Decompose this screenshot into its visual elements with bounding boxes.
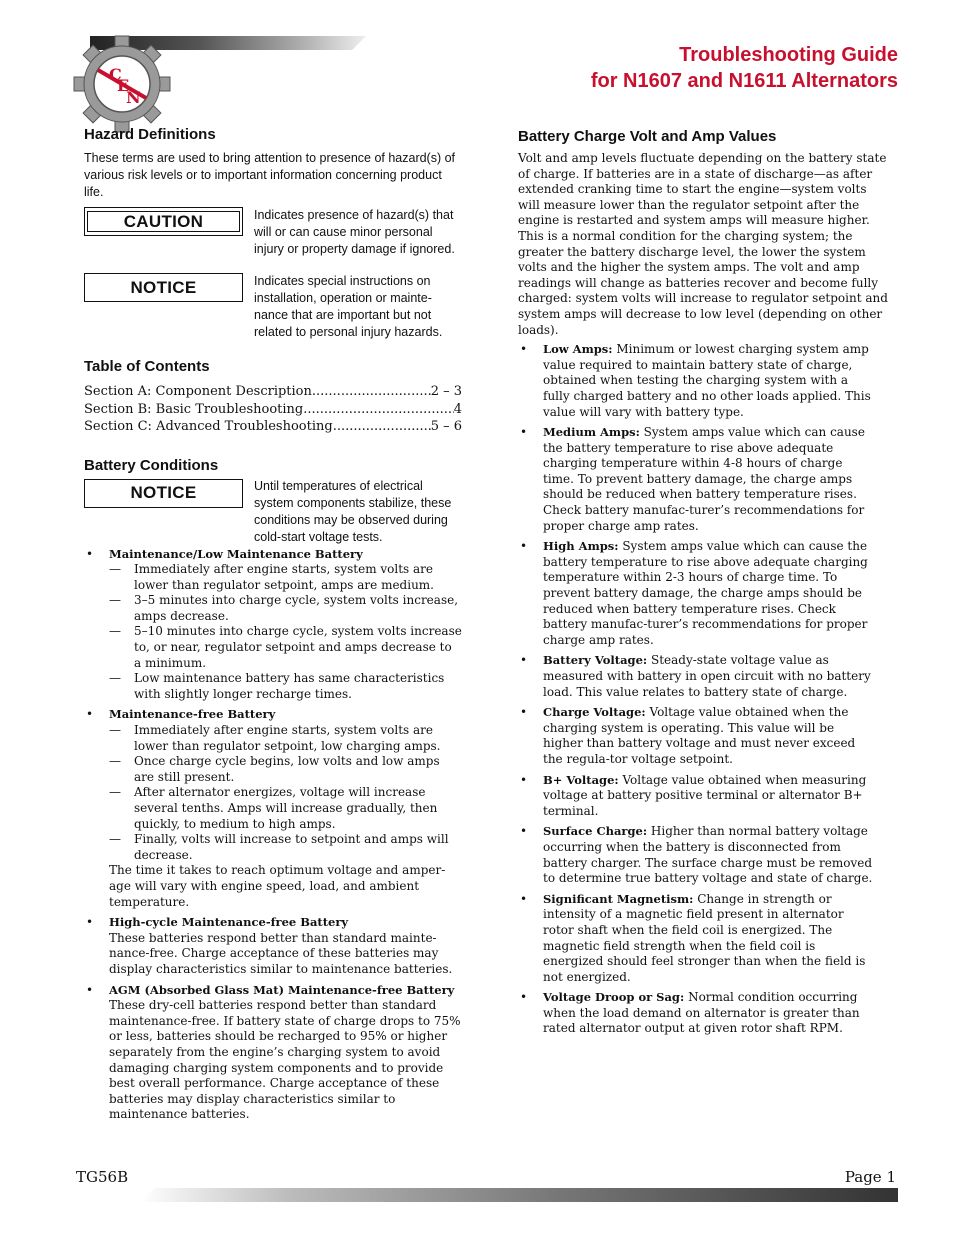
notice-label: NOTICE [130, 277, 197, 297]
battery-type-description: These batteries respond better than standard mainte-nance-free. Charge acceptance of these batteries may display characteristics similar to maintenance batteries. [109, 930, 453, 976]
toc-leader-dots [333, 418, 431, 436]
battery-conditions-heading: Battery Conditions [84, 456, 219, 474]
svg-text:N: N [126, 88, 141, 107]
definition-item [518, 824, 876, 886]
definition-term: Surface Charge: [543, 824, 648, 839]
definition-term: Battery Voltage: [543, 653, 648, 668]
caution-box [84, 207, 243, 236]
battery-behavior-item: — Finally, volts will increase to setpoint and amps will decrease. [109, 832, 462, 863]
notice-row [84, 273, 462, 341]
battery-notice-label: NOTICE [130, 483, 197, 502]
battery-conditions-list [84, 547, 462, 1123]
battery-behavior-item: — 5–10 minutes into charge cycle, system volts increase to, or near, regulator setpoint and amps decrease to a minimum. [109, 624, 462, 671]
left-column [84, 126, 462, 1128]
battery-notice-description: Until temperatures of electrical system components stabilize, these conditions may be observed during cold-start voltage tests. [254, 478, 452, 544]
svg-text:C: C [109, 65, 122, 84]
notice-description: Indicates special instructions on installation, operation or mainte-nance that are important but not related to personal injury hazards. [254, 274, 443, 339]
definition-item [518, 773, 876, 820]
hazard-intro: These terms are used to bring attention to presence of hazard(s) of various risk levels or to important information concerning product life. [84, 151, 456, 199]
battery-type-item [84, 707, 462, 910]
cen-gear-logo-icon [72, 34, 172, 134]
battery-type-title: • Maintenance-free Battery [109, 707, 276, 722]
definition-text: Voltage value obtained when measuring voltage at battery positive terminal or alternator B+ terminal. [543, 772, 867, 818]
definition-term: Medium Amps: [543, 425, 640, 440]
definition-term: Significant Magnetism: [543, 891, 694, 906]
definition-text: Voltage value obtained when the charging system is operating. This value will be higher than battery voltage and must never exceed the regula-tor voltage setpoint. [543, 705, 856, 766]
charge-values-list [518, 342, 876, 1037]
battery-type-item [84, 983, 462, 1123]
definition-item [518, 425, 876, 534]
toc-entry-pages: 5 – 6 [430, 419, 462, 434]
definition-term: B+ Voltage: [543, 772, 619, 787]
battery-behavior-item: — Low maintenance battery has same characteristics with slightly longer recharge times. [109, 671, 462, 702]
title-line-2: for N1607 and N1611 Alternators [590, 70, 898, 92]
battery-behavior-list [109, 562, 462, 702]
definition-item [518, 892, 876, 986]
document-title [591, 42, 898, 94]
definition-term: Voltage Droop or Sag: [543, 990, 685, 1005]
toc-heading: Table of Contents [84, 358, 210, 375]
battery-behavior-item: — Immediately after engine starts, system volts are lower than regulator setpoint, low charging amps. [109, 723, 462, 754]
definition-text: Minimum or lowest charging system amp value required to maintain battery state of charge, obtained when testing the charging system with a fully charged battery and no other loads applied. This value will vary with battery type. [543, 342, 871, 419]
battery-behavior-list [109, 723, 462, 863]
definition-item [518, 653, 876, 700]
toc-entry-label: Section B: Basic Troubleshooting [84, 401, 304, 417]
battery-type-item [84, 547, 462, 703]
definition-term: Low Amps: [543, 342, 613, 357]
document-id: TG56B [76, 1168, 129, 1186]
definition-text: Steady-state voltage value as measured with battery in open circuit with no battery load. This value relates to battery state of charge. [543, 653, 871, 699]
page-number: Page 1 [844, 1168, 896, 1186]
toc-entry [84, 383, 462, 401]
battery-notice-box [84, 479, 243, 508]
definition-text: Change in strength or intensity of a magnetic field present in alternator rotor shaft when the field coil is energized. The magnetic field strength when the field coil is energized should feel stronger than when the field is not energized. [543, 891, 866, 984]
charge-values-heading: Battery Charge Volt and Amp Values [518, 128, 777, 145]
right-column [518, 128, 898, 1042]
definition-item [518, 539, 876, 648]
battery-type-description: These dry-cell batteries respond better than standard maintenance-free. If battery state of charge drops to 75% or less, batteries should be recharged to 95% or higher separately from the engine’s charging system to avoid damaging charging system components and to provide best overall performance. Charge acceptance of these batteries may display characteristics similar to maintenance batteries. [109, 998, 461, 1122]
battery-notice-row [84, 478, 462, 546]
battery-type-note: The time it takes to reach optimum voltage and amper-age will vary with engine speed, load, and ambient temperature. [109, 863, 446, 909]
definition-item [518, 990, 876, 1037]
toc-list [84, 383, 462, 436]
hazard-heading: Hazard Definitions [84, 126, 216, 143]
charge-values-intro-continued: engine is restarted and system amps will measure higher. This is a normal condition for the charging system; the greater the battery discharge level, the lower the system volts and the higher the system amps. The volt and amp readings will change as batteries recover and become fully charged: system volts will increase to regulator setpoint and system amps will decrease to low level (depending on other loads). [518, 213, 888, 337]
battery-behavior-item: — 3–5 minutes into charge cycle, system volts increase, amps decrease. [109, 593, 462, 624]
definition-term: Charge Voltage: [543, 705, 646, 720]
battery-behavior-item: — Immediately after engine starts, system volts are lower than regulator setpoint, amps are medium. [109, 562, 462, 593]
toc-entry [84, 418, 462, 436]
definition-term: High Amps: [543, 539, 619, 554]
toc-entry-label: Section A: Component Description [84, 384, 312, 399]
definition-text: System amps value which can cause the battery temperature to rise above adequate charging temperature within 2-3 hours of charge time. To prevent battery damage, the charge amps should be reduced when battery temperature rises. Check battery manufac-turer’s recommendations for proper charge amp rates. [543, 539, 868, 647]
toc-entry [84, 401, 462, 419]
toc-entry-label: Section C: Advanced Troubleshooting [84, 419, 333, 434]
battery-type-item [84, 915, 462, 977]
svg-text:E: E [117, 76, 130, 95]
battery-type-title: • Maintenance/Low Maintenance Battery [109, 546, 363, 561]
battery-behavior-item: — After alternator energizes, voltage will increase several tenths. Amps will increase gradually, then quickly, to medium to high amps. [109, 785, 462, 832]
charge-values-intro: Volt and amp levels fluctuate depending on the battery state of charge. If batteries are in a state of discharge—as after extended cranking time to start the engine—system volts will measure lower than the regulator setpoint after the [518, 151, 887, 212]
title-line-1: Troubleshooting Guide [679, 44, 898, 66]
definition-item [518, 342, 876, 420]
caution-description: Indicates presence of hazard(s) that will or can cause minor personal injury or property damage if ignored. [254, 208, 455, 256]
toc-entry-pages: 4 [453, 401, 462, 417]
definition-text: Higher than normal battery voltage occurring when the battery is disconnected from battery charger. The surface charge must be removed to determine true battery voltage and state of charge. [543, 824, 873, 886]
footer-decorative-bar [140, 1188, 898, 1202]
battery-type-title: • High-cycle Maintenance-free Battery [109, 915, 349, 930]
battery-behavior-item: — Once charge cycle begins, low volts and low amps are still present. [109, 754, 462, 785]
caution-label: CAUTION [123, 211, 204, 231]
definition-item [518, 705, 876, 767]
toc-entry-pages: 2 – 3 [430, 384, 462, 399]
toc-leader-dots [303, 401, 453, 419]
notice-box [84, 273, 243, 302]
battery-type-title: • AGM (Absorbed Glass Mat) Maintenance-free Battery [109, 982, 455, 997]
definition-text: System amps value which can cause the battery temperature to rise above adequate charging temperature within 4-8 hours of charge time. To prevent battery damage, the charge amps should be reduced when battery temperature rises. Check battery manufac-turer’s recommendations for proper charge amp rates. [543, 425, 865, 533]
toc-leader-dots [312, 383, 431, 401]
caution-row [84, 207, 462, 258]
definition-text: Normal condition occurring when the load demand on alternator is greater than rated alternator output at given rotor shaft RPM. [543, 990, 860, 1036]
